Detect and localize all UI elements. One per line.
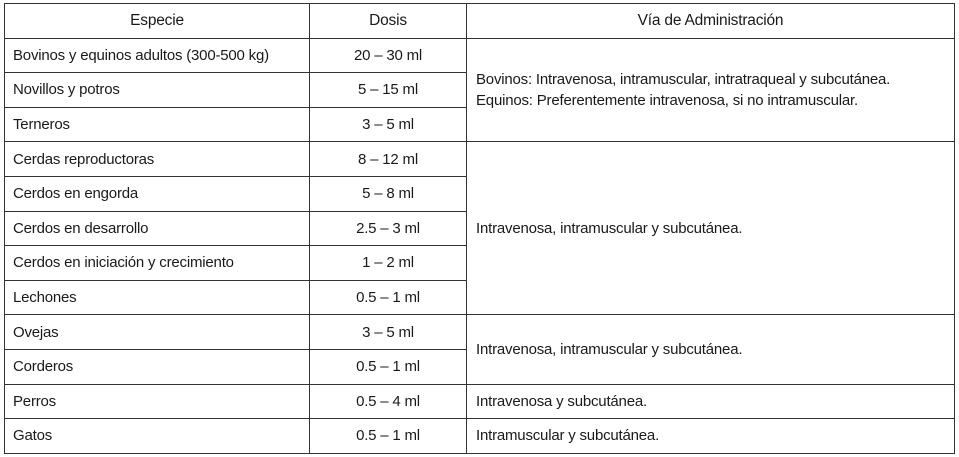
header-dose: Dosis: [310, 4, 467, 39]
dose-cell: 0.5 – 4 ml: [310, 384, 467, 419]
route-horses-line: Equinos: Preferentemente intravenosa, si no intramuscular.: [476, 91, 858, 109]
table-row: [5, 315, 955, 350]
route-cell-pigs: Intravenosa, intramuscular y subcutánea.: [467, 142, 955, 315]
header-species: Especie: [5, 4, 310, 39]
species-cell: Cerdos en engorda: [5, 176, 310, 211]
species-cell: Novillos y potros: [5, 73, 310, 108]
species-cell: Ovejas: [5, 315, 310, 350]
species-cell: Lechones: [5, 280, 310, 315]
dose-cell: 0.5 – 1 ml: [310, 419, 467, 454]
dose-cell: 1 – 2 ml: [310, 246, 467, 281]
species-cell: Cerdos en iniciación y crecimiento: [5, 246, 310, 281]
route-cell-cats: Intramuscular y subcutánea.: [467, 419, 955, 454]
dose-cell: 5 – 15 ml: [310, 73, 467, 108]
dose-cell: 3 – 5 ml: [310, 107, 467, 142]
dose-cell: 8 – 12 ml: [310, 142, 467, 177]
species-cell: Cerdas reproductoras: [5, 142, 310, 177]
table-row: [5, 142, 955, 177]
header-route: Vía de Administración: [467, 4, 955, 39]
species-cell: Corderos: [5, 349, 310, 384]
header-row: [5, 4, 955, 39]
table-row: [5, 384, 955, 419]
dosage-table: [4, 3, 955, 454]
species-cell: Cerdos en desarrollo: [5, 211, 310, 246]
dose-cell: 2.5 – 3 ml: [310, 211, 467, 246]
dose-cell: 0.5 – 1 ml: [310, 349, 467, 384]
dose-cell: 0.5 – 1 ml: [310, 280, 467, 315]
table-row: [5, 419, 955, 454]
species-cell: Gatos: [5, 419, 310, 454]
species-cell: Bovinos y equinos adultos (300-500 kg): [5, 38, 310, 73]
route-cell-cattle-horses: [467, 38, 955, 142]
table-row: [5, 38, 955, 73]
dose-cell: 5 – 8 ml: [310, 176, 467, 211]
route-cell-sheep: Intravenosa, intramuscular y subcutánea.: [467, 315, 955, 384]
species-cell: Perros: [5, 384, 310, 419]
route-cattle-line: Bovinos: Intravenosa, intramuscular, intratraqueal y subcutánea.: [476, 70, 891, 88]
route-cell-dogs: Intravenosa y subcutánea.: [467, 384, 955, 419]
dose-cell: 3 – 5 ml: [310, 315, 467, 350]
species-cell: Terneros: [5, 107, 310, 142]
dose-cell: 20 – 30 ml: [310, 38, 467, 73]
